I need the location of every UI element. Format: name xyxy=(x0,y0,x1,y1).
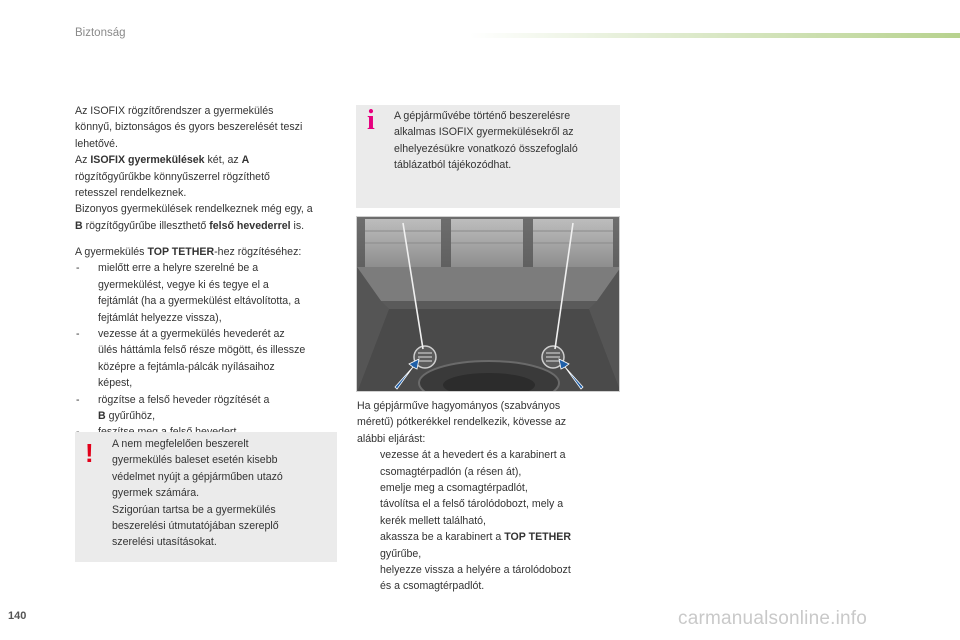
intro-line: Az ISOFIX rögzítőrendszer a gyermekülés xyxy=(75,105,274,117)
list-item: - rögzítse a felső heveder rögzítését a B gyűrűhöz, xyxy=(76,393,270,423)
isofix-intro xyxy=(75,103,345,234)
intro-line: könnyű, biztonságos és gyors beszerelését teszi xyxy=(75,121,303,134)
warning-box xyxy=(75,432,337,562)
warning-line: A nem megfelelően beszerelt xyxy=(112,438,249,450)
watermark: carmanualsonline.info xyxy=(678,608,868,629)
procedure-intro-line: alábbi eljárást: xyxy=(357,432,426,445)
warning-line: gyermek számára. xyxy=(112,487,200,500)
list-item: - vezesse át a gyermekülés hevederét az ülés háttámla felső része mögött, és illessze középre a fejtámla-pálcák nyílásaihoz képest, xyxy=(76,328,306,390)
intro-line: Az ISOFIX gyermekülések két, az A xyxy=(75,154,250,167)
dash-marker: - xyxy=(76,328,80,341)
info-line: táblázatból tájékozódhat. xyxy=(394,159,512,172)
list-item: vezesse át a hevedert és a karabinert a csomagtérpadlón (a résen át), xyxy=(380,449,566,478)
warning-line: szerelési utasításokat. xyxy=(112,536,217,549)
dash-marker: - xyxy=(76,262,80,275)
warning-line: gyermekülés baleset esetén kisebb xyxy=(112,454,278,467)
section-title: Biztonság xyxy=(75,27,126,39)
intro-line: B rögzítőgyűrűbe illeszthető felső hevederrel is. xyxy=(75,219,305,232)
info-line: alkalmas ISOFIX gyermekülésekről az xyxy=(394,126,574,139)
list-item: - mielőtt erre a helyre szerelné be a gyermekülést, vegye ki és tegye el a fejtámlát (ha a gyermekülést eltávolította, a fejtámlát helyezze vissza), xyxy=(76,262,300,324)
list-item: emelje meg a csomagtérpadlót, xyxy=(380,482,528,495)
warning-line: védelmet nyújt a gépjárműben utazó xyxy=(112,470,283,483)
warning-line: Szigorúan tartsa be a gyermekülés xyxy=(112,503,276,516)
list-item: helyezze vissza a helyére a tárolódobozt és a csomagtérpadlót. xyxy=(380,564,571,593)
info-line: elhelyezésükre vonatkozó összefoglaló xyxy=(394,142,578,155)
warning-line: beszerelési útmutatójában szereplő xyxy=(112,520,279,533)
intro-line: lehetővé. xyxy=(75,137,118,150)
list-item: távolítsa el a felső tárolódobozt, mely a kerék mellett található, xyxy=(380,498,564,527)
procedure-intro-line: méretű) pótkerékkel rendelkezik, kövesse az xyxy=(357,416,567,429)
intro-line: Bizonyos gyermekülések rendelkeznek még egy, a xyxy=(75,203,313,216)
list-item: akassza be a karabinert a TOP TETHER gyűrűbe, xyxy=(380,531,571,560)
info-line: A gépjárművébe történő beszerelésre xyxy=(394,110,571,122)
warning-exclamation-icon: ! xyxy=(85,438,94,468)
section-title-bar xyxy=(470,33,960,38)
dash-marker: - xyxy=(76,393,80,406)
info-icon: i xyxy=(367,105,375,136)
spare-wheel-procedure xyxy=(357,398,625,595)
trunk-illustration xyxy=(357,217,620,392)
intro-line: retesszel rendelkeznek. xyxy=(75,187,187,200)
top-tether-heading: A gyermekülés TOP TETHER-hez rögzítéséhez: xyxy=(75,246,302,258)
top-tether-instructions xyxy=(75,244,345,441)
page-number: 140 xyxy=(8,610,27,622)
info-box xyxy=(356,105,620,208)
intro-line: rögzítőgyűrűkbe könnyűszerrel rögzíthető xyxy=(75,170,270,183)
procedure-intro-line: Ha gépjárműve hagyományos (szabványos xyxy=(357,400,561,412)
trunk-photo xyxy=(356,216,620,392)
